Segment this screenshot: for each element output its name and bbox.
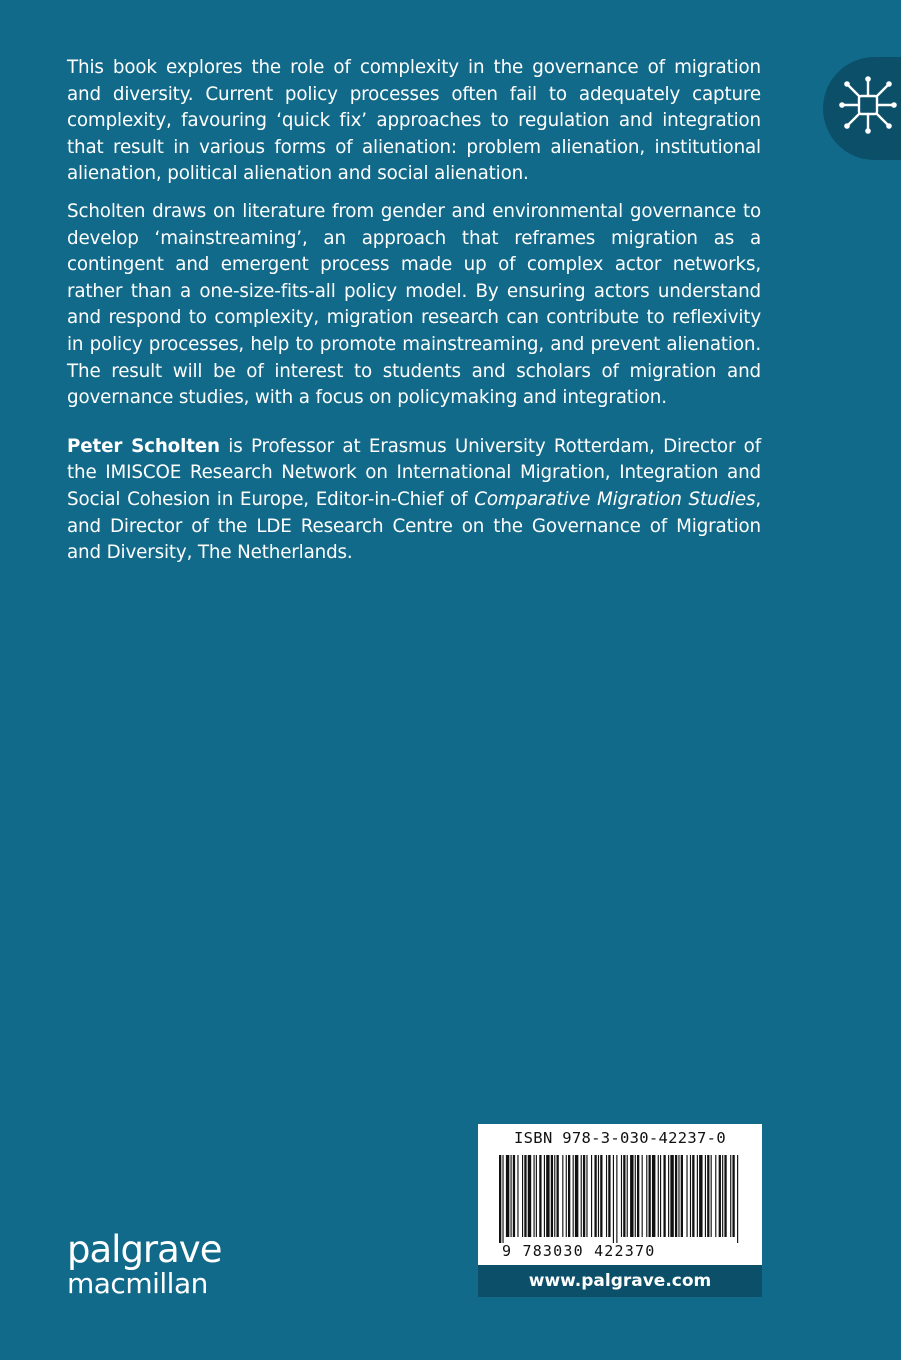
barcode-bar [675, 1155, 677, 1237]
barcode-bar [616, 1155, 617, 1243]
barcode-bar [573, 1155, 574, 1237]
barcode-bar [606, 1155, 607, 1237]
barcode-bar [690, 1155, 691, 1237]
barcode-bar [719, 1155, 721, 1237]
barcode-bar [566, 1155, 567, 1237]
barcode-bar [539, 1155, 541, 1237]
barcode-bar [649, 1155, 651, 1237]
barcode-bar [546, 1155, 549, 1237]
barcode-bar [522, 1155, 523, 1237]
publisher-logo [67, 1228, 222, 1300]
isbn-barcode [478, 1124, 762, 1265]
barcode-bar [613, 1155, 614, 1243]
barcode-bar [544, 1155, 545, 1237]
author-name: Peter Scholten [67, 435, 220, 457]
barcode-bar [513, 1155, 515, 1237]
barcode-bar [681, 1155, 683, 1237]
barcode-bar [707, 1155, 709, 1237]
barcode-bar [623, 1155, 625, 1237]
barcode-bar [660, 1155, 661, 1237]
barcode-bar [581, 1155, 582, 1237]
barcode-bar [699, 1155, 702, 1237]
barcode-bar [621, 1155, 622, 1237]
barcode-digits: 9 783030 422370 [502, 1242, 656, 1260]
barcode-bar [642, 1155, 643, 1237]
barcode-bar [705, 1155, 706, 1237]
barcode-bar [663, 1155, 665, 1237]
barcode-bar [554, 1155, 555, 1237]
barcode-bar [591, 1155, 592, 1237]
barcode-bar [586, 1155, 587, 1237]
barcode-bar [630, 1155, 633, 1237]
barcode-bar [568, 1155, 570, 1237]
journal-title: Comparative Migration Studies [474, 488, 756, 510]
barcode-bar [678, 1155, 679, 1237]
barcode-bar [608, 1155, 610, 1237]
bio-text-1: is Professor at Erasmus University Rotterdam, Director of the IMISCOE Research Network on International Migration, Integration and Social Cohesion in Europe, Editor-in-Chief of [67, 435, 761, 510]
barcode-bar [686, 1155, 687, 1237]
barcode-bar [646, 1155, 647, 1237]
barcode-bar [652, 1155, 655, 1237]
barcode-bar [511, 1155, 512, 1237]
description-paragraph-2: Scholten draws on literature from gender and environmental governance to develop ‘mainstreaming’, an approach that reframes migration as a contingent and emergent process made up of complex actor networks, rather than a one-size-fits-all policy model. By ensuring actors understand and respond to complexity, migration research can contribute to reflexivity in policy processes, help to promote mainstreaming, and prevent alienation. The result will be of interest to students and scholars of migration and governance studies, with a focus on policymaking and integration. [67, 200, 761, 409]
barcode-bar [528, 1155, 531, 1237]
barcode-bar [499, 1155, 501, 1243]
author-bio [67, 434, 761, 567]
barcode-bar [658, 1155, 659, 1237]
barcode-bar [722, 1155, 723, 1237]
barcode-bar [524, 1155, 526, 1237]
barcode-bar [697, 1155, 698, 1237]
barcode-bar [627, 1155, 628, 1237]
barcode-bar [562, 1155, 563, 1237]
barcode-bar [730, 1155, 731, 1237]
blurb [67, 55, 761, 578]
barcode-bar [517, 1155, 518, 1237]
barcode-bar [715, 1155, 716, 1237]
barcode-bar [557, 1155, 559, 1237]
barcode-bar [670, 1155, 673, 1237]
barcode-bar [506, 1155, 509, 1237]
barcode-bar [594, 1155, 596, 1237]
barcode-bar [637, 1155, 639, 1237]
barcode-bar [551, 1155, 553, 1237]
barcode-bar [598, 1155, 599, 1237]
barcode-bar [692, 1155, 694, 1237]
palgrave-badge [823, 57, 901, 160]
barcode-bar [536, 1155, 537, 1237]
barcode-bar [635, 1155, 636, 1237]
isbn-label: ISBN 978-3-030-42237-0 [514, 1129, 726, 1147]
publisher-name-line1: palgrave [67, 1228, 222, 1271]
barcode-bar [732, 1155, 734, 1237]
barcode-bar [575, 1155, 578, 1237]
barcode-bar [711, 1155, 712, 1237]
description-paragraph-1: This book explores the role of complexity in the governance of migration and diversity. Current policy processes often fail to adequately capture complexity, favouring ‘quick fix’ approaches to regulation and integration that result in various forms of alienation: problem alienation, institutional alienation, political alienation and social alienation. [67, 57, 761, 185]
barcode-bar [724, 1155, 726, 1237]
barcode-bar [737, 1155, 738, 1243]
barcode-bar [502, 1155, 503, 1243]
bio-text-2: , and Director of the LDE Research Centre on the Governance of Migration and Diversity, The Netherlands. [67, 488, 761, 564]
palgrave-network-icon [837, 59, 897, 157]
publisher-name-line2: macmillan [67, 1267, 208, 1300]
barcode-bar [534, 1155, 535, 1237]
barcode-bar [600, 1155, 602, 1237]
barcode-bar [668, 1155, 669, 1237]
publisher-url[interactable]: www.palgrave.com [478, 1265, 762, 1297]
barcode-bar [583, 1155, 585, 1237]
